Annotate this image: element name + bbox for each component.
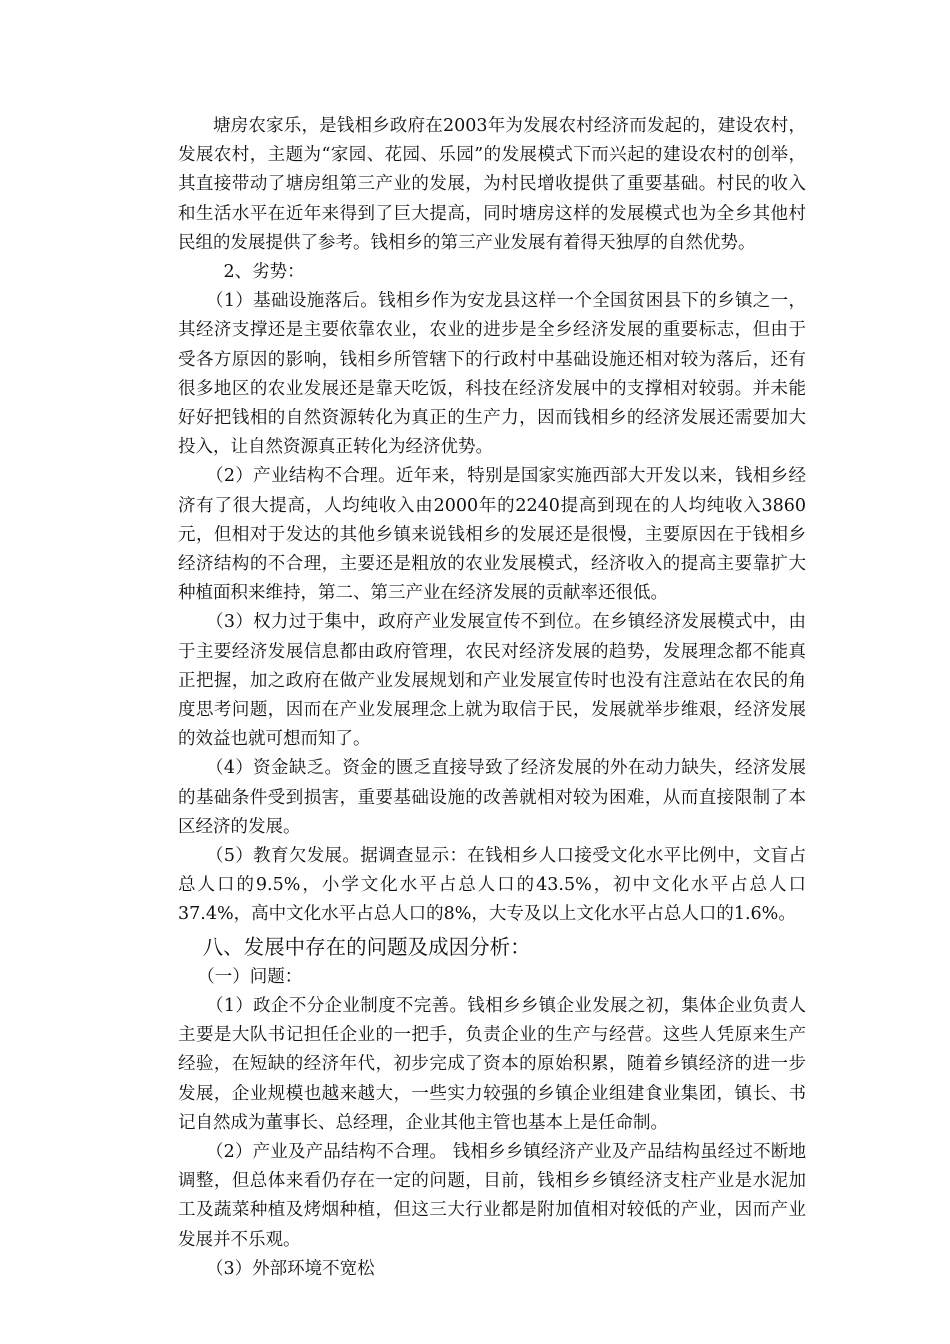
paragraph-education: （5）教育欠发展。据调查显示：在钱相乡人口接受文化水平比例中，文盲占总人口的9.5%，小学文化水平占总人口的43.5%，初中文化水平占总人口37.4%，高中文化水平占总人口的8%，大专及以上文化水平占总人口的1.6%。 (178, 846, 806, 925)
paragraph-funding-shortage: （4）资金缺乏。资金的匮乏直接导致了经济发展的外在动力缺失，经济发展的基础条件受到损害，重要基础设施的改善就相对较为困难，从而直接限制了本区经济的发展。 (178, 758, 806, 837)
paragraph-enterprise-system: （1）政企不分企业制度不完善。钱相乡乡镇企业发展之初，集体企业负责人主要是大队书记担任企业的一把手，负责企业的生产与经营。这些人凭原来生产经验，在短缺的经济年代，初步完成了资本的原始积累，随着乡镇经济的进一步发展，企业规模也越来越大，一些实力较强的乡镇企业组建食业集团，镇长、书记自然成为董事长、总经理，企业其他主管也基本上是任命制。 (178, 995, 806, 1133)
paragraph-product-structure: （2）产业及产品结构不合理。 钱相乡乡镇经济产业及产品结构虽经过不断地调整，但总体来看仍存在一定的问题，目前，钱相乡乡镇经济支柱产业是水泥加工及蔬菜种植及烤烟种植，但这三大行业都是附加值相对较低的产业，因而产业发展并不乐观。 (178, 1141, 806, 1250)
section-heading-problems: 八、发展中存在的问题及成因分析： (202, 934, 531, 959)
section-weaknesses-label: 2、劣势： (223, 262, 305, 283)
document-page (178, 112, 806, 1284)
paragraph-power-concentration: （3）权力过于集中，政府产业发展宣传不到位。在乡镇经济发展模式中，由于主要经济发展信息都由政府管理，农民对经济发展的趋势，发展理念都不能真正把握，加之政府在做产业发展规划和产业发展宣传时也没有注意站在农民的角度思考问题，因而在产业发展理念上就为取信于民，发展就举步维艰，经济发展的效益也就可想而知了。 (178, 612, 806, 750)
paragraph-infrastructure: （1）基础设施落后。钱相乡作为安龙县这样一个全国贫困县下的乡镇之一，其经济支撑还是主要依靠农业，农业的进步是全乡经济发展的重要标志，但由于受各方原因的影响，钱相乡所管辖下的行政村中基础设施还相对较为落后，还有很多地区的农业发展还是靠天吃饭，科技在经济发展中的支撑相对较弱。并未能好好把钱相的自然资源转化为真正的生产力，因而钱相乡的经济发展还需要加大投入，让自然资源真正转化为经济优势。 (178, 291, 806, 458)
paragraph-external-environment: （3）外部环境不宽松 (206, 1258, 375, 1279)
paragraph-tangfang-farmhouse: 塘房农家乐，是钱相乡政府在2003年为发展农村经济而发起的，建设农村，发展农村，主题为“家园、花园、乐园”的发展模式下而兴起的建设农村的创举，其直接带动了塘房组第三产业的发展，为村民增收提供了重要基础。村民的收入和生活水平在近年来得到了巨大提高，同时塘房这样的发展模式也为全乡其他村民组的发展提供了参考。钱相乡的第三产业发展有着得天独厚的自然优势。 (178, 116, 806, 253)
subsection-problems-label: （一）问题： (197, 966, 303, 987)
paragraph-industry-structure: （2）产业结构不合理。近年来，特别是国家实施西部大开发以来，钱相乡经济有了很大提高，人均纯收入由2000年的2240提高到现在的人均纯收入3860元，但相对于发达的其他乡镇来说钱相乡的发展还是很慢，主要原因在于钱相乡经济结构的不合理，主要还是粗放的农业发展模式，经济收入的提高主要靠扩大种植面积来维持，第二、第三产业在经济发展的贡献率还很低。 (178, 466, 806, 604)
